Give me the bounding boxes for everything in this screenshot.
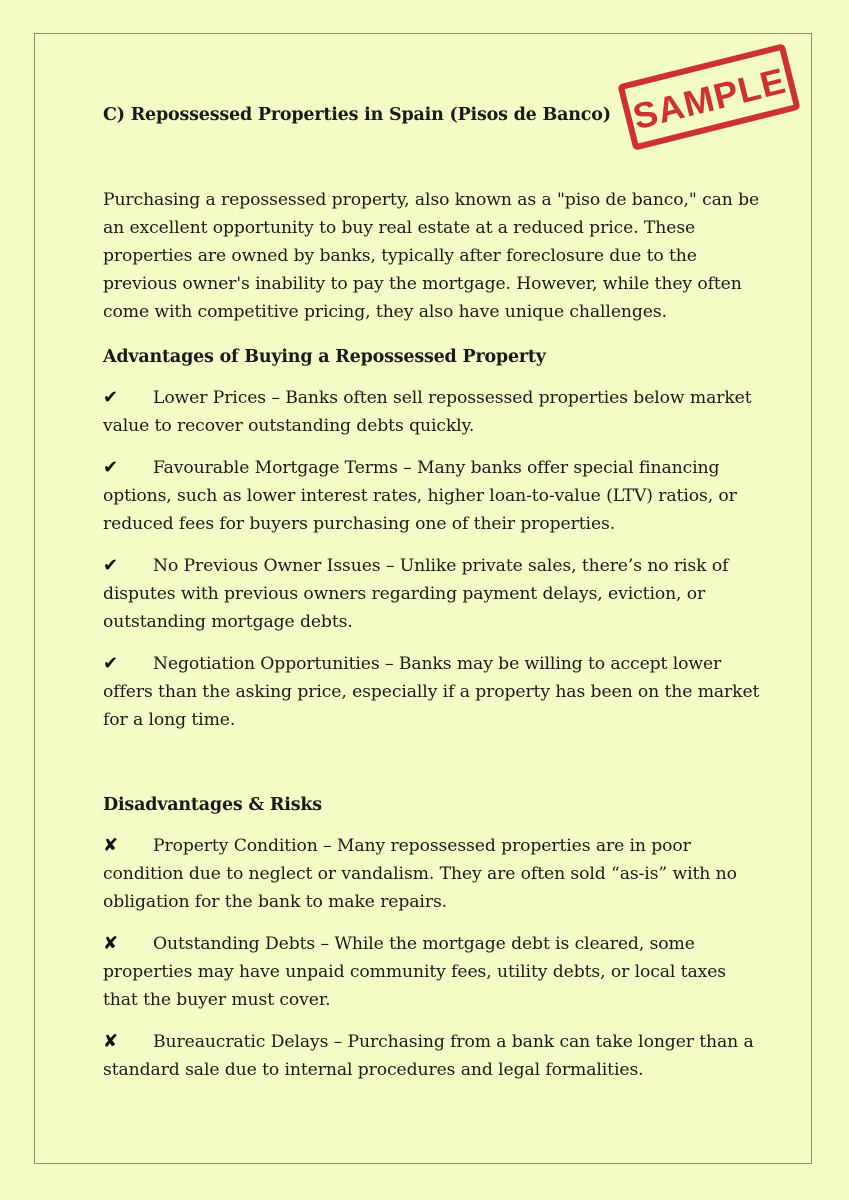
stamp-text: SAMPLE [628, 59, 791, 138]
checkmark-icon: ✔ [103, 653, 118, 674]
advantage-item [103, 650, 763, 734]
checkmark-icon: ✔ [103, 457, 118, 478]
intro-paragraph: Purchasing a repossessed property, also known as a "piso de banco," can be an excellent opportunity to buy real estate at a reduced price. These properties are owned by banks, typically after foreclosure due to the previous owner's inability to pay the mortgage. However, while they often come with competitive pricing, they also have unique challenges. [103, 190, 760, 322]
advantage-item [103, 552, 763, 636]
advantages-heading: Advantages of Buying a Repossessed Property [103, 347, 546, 367]
cross-icon: ✘ [103, 933, 118, 954]
advantage-item [103, 454, 763, 538]
disadvantage-text: Bureaucratic Delays – Purchasing from a bank can take longer than a standard sale due to internal procedures and legal formalities. [103, 1032, 754, 1080]
checkmark-icon: ✔ [103, 555, 118, 576]
page-title: C) Repossessed Properties in Spain (Pisos de Banco) [103, 105, 611, 125]
disadvantages-heading: Disadvantages & Risks [103, 795, 322, 815]
cross-icon: ✘ [103, 1031, 118, 1052]
document-content [103, 100, 763, 1084]
disadvantage-item [103, 832, 763, 916]
disadvantage-item [103, 1028, 763, 1084]
advantage-text: Lower Prices – Banks often sell repossessed properties below market value to recover outstanding debts quickly. [103, 388, 752, 436]
checkmark-icon: ✔ [103, 387, 118, 408]
disadvantage-item [103, 930, 763, 1014]
disadvantage-text: Property Condition – Many repossessed properties are in poor condition due to neglect or vandalism. They are often sold “as-is” with no obligation for the bank to make repairs. [103, 836, 737, 912]
advantage-text: Favourable Mortgage Terms – Many banks offer special financing options, such as lower interest rates, higher loan-to-value (LTV) ratios, or reduced fees for buyers purchasing one of their properties. [103, 458, 737, 534]
disadvantage-text: Outstanding Debts – While the mortgage debt is cleared, some properties may have unpaid community fees, utility debts, or local taxes that the buyer must cover. [103, 934, 727, 1010]
advantage-text: No Previous Owner Issues – Unlike private sales, there’s no risk of disputes with previous owners regarding payment delays, eviction, or outstanding mortgage debts. [103, 556, 729, 632]
advantage-item [103, 384, 763, 440]
advantage-text: Negotiation Opportunities – Banks may be willing to accept lower offers than the asking price, especially if a property has been on the market for a long time. [103, 654, 760, 730]
cross-icon: ✘ [103, 835, 118, 856]
